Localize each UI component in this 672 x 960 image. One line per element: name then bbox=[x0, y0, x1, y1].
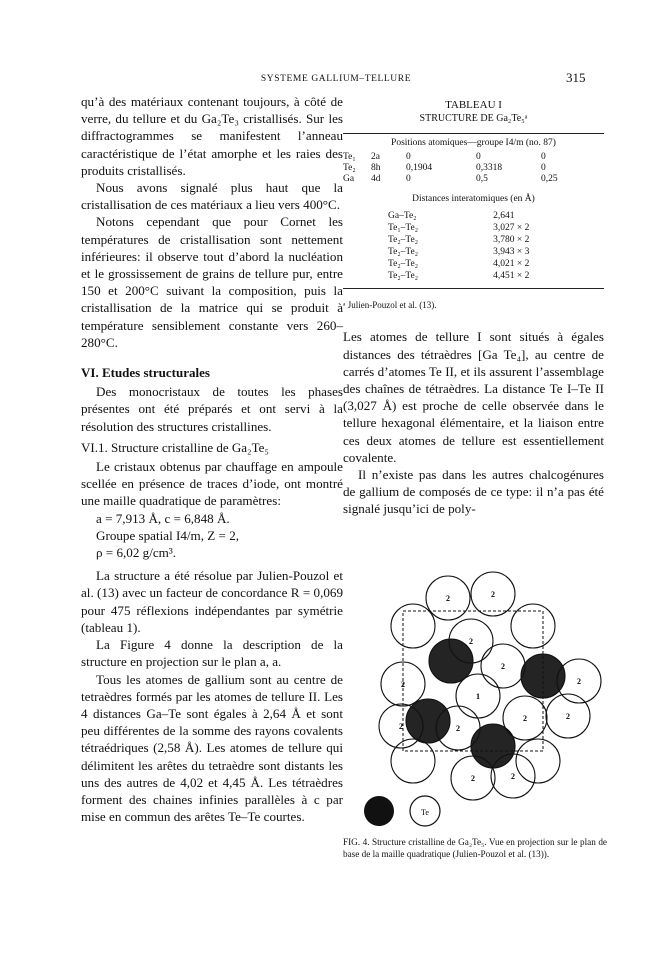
equation-line: Groupe spatial I4/m, Z = 2, bbox=[96, 527, 240, 543]
table-row bbox=[343, 152, 604, 163]
cell: Te₁–Te₂ bbox=[388, 223, 419, 234]
cell: Te₁ bbox=[343, 152, 356, 162]
cell: 0 bbox=[541, 163, 546, 173]
section-heading: VI. Etudes structurales bbox=[81, 365, 210, 381]
table-footnote: ᵃ Julien-Pouzol et al. (13). bbox=[343, 300, 437, 311]
paragraph: Les atomes de tellure I sont situés à égales distances des tétraèdres [Ga Te₄], au centre de carrés d’atomes Te II, et ils assurent l’assemblage des chaînes de tétraèdres. La distance Te I–Te II (3,027 Å) est proche de celle observée dans le tellure hexagonal élémentaire, et la liaison entre ces deux atomes de tellure est essentiellement covalente. bbox=[343, 329, 604, 465]
atom-label: 2 bbox=[469, 637, 473, 646]
table-title: TABLEAU I bbox=[445, 99, 502, 111]
subsection-heading: VI.1. Structure cristalline de Ga₂Te₅ bbox=[81, 439, 269, 455]
equation-line: ρ = 6,02 g/cm³. bbox=[96, 545, 177, 561]
atom-label: 2 bbox=[446, 594, 450, 603]
table-row bbox=[388, 222, 529, 234]
atom-label: 2 bbox=[523, 714, 527, 723]
te-atom bbox=[391, 739, 435, 783]
cell: Te₂–Te₂ bbox=[388, 235, 419, 246]
table-row bbox=[388, 234, 529, 246]
figure-caption: FIG. 4. Structure cristalline de Ga₂Te₅. Vue en projection sur le plan de base de la maille quadratique (Julien-Pouzol et al. (13)). bbox=[343, 837, 607, 859]
distances-title: Distances interatomiques (en Å) bbox=[412, 194, 535, 204]
paragraph: qu’à des matériaux contenant toujours, à côté de verre, du tellure et du Ga₂Te₃ cristallisés. Sur les diffractogrammes se manifestent l’anneau caractéristique de l’état amorphe et les raies des produits cristallisés. bbox=[81, 94, 343, 178]
left-column bbox=[81, 93, 343, 825]
table-rule bbox=[343, 133, 604, 134]
cell: 0,3318 bbox=[476, 163, 503, 173]
cell: 0 bbox=[541, 152, 546, 162]
table-row bbox=[343, 163, 604, 174]
cell: Te₂–Te₂ bbox=[388, 247, 419, 258]
cell: Te₂ bbox=[343, 163, 356, 173]
atom-label: 2 bbox=[566, 712, 570, 721]
cell: 4,451 × 2 bbox=[493, 271, 530, 282]
table-row bbox=[388, 210, 529, 222]
atom-label: 1 bbox=[476, 692, 480, 701]
paragraph: Le cristaux obtenus par chauffage en ampoule scellée en présence de traces d’iode, ont montré une maille quadratique de paramètres: bbox=[81, 459, 343, 509]
positions-title: Positions atomiques—groupe I4/m (no. 87) bbox=[391, 138, 556, 148]
right-column bbox=[343, 98, 604, 518]
cell: 0,25 bbox=[541, 174, 558, 184]
table-row bbox=[388, 258, 529, 270]
cell: 0,5 bbox=[476, 174, 488, 184]
positions-table bbox=[343, 152, 604, 185]
cell: 0 bbox=[476, 152, 481, 162]
equation-line: a = 7,913 Å, c = 6,848 Å. bbox=[96, 510, 230, 526]
ga-atom bbox=[429, 639, 473, 683]
paragraph: Tous les atomes de gallium sont au centre de tetraèdres formés par les atomes de tellure II. Les 4 distances Ga–Te sont égales à 2,64 Å et sont peu différentes de la somme des rayons covalents tétraédriques (2,58 Å). Les atomes de tellure qui délimitent les arêtes du tetraèdre sont distants les uns des autres de 4,02 et 4,45 Å. Les tétraèdres forment des chaines infinies parallèles à c par mise en commun des arêtes Te–Te courtes. bbox=[81, 671, 343, 825]
table-rule bbox=[343, 288, 604, 289]
atom-label: 2 bbox=[399, 722, 403, 731]
atoms-layer bbox=[379, 572, 601, 800]
atom-label: 2 bbox=[401, 680, 405, 689]
figure-4 bbox=[353, 566, 603, 836]
te-atom bbox=[511, 604, 555, 648]
table-row bbox=[388, 246, 529, 258]
cell: 2,641 bbox=[493, 211, 515, 222]
crystal-structure-diagram bbox=[353, 566, 603, 836]
atom-label: 2 bbox=[501, 662, 505, 671]
table-subtitle: STRUCTURE DE Ga₂Te₅ᵃ bbox=[419, 113, 528, 124]
cell: 3,780 × 2 bbox=[493, 235, 530, 246]
table-row bbox=[388, 270, 529, 282]
cell: Ga bbox=[343, 174, 355, 184]
cell: 3,943 × 3 bbox=[493, 247, 530, 258]
paragraph: La structure a été résolue par Julien-Pouzol et al. (13) avec un facteur de concordance R = 0,069 pour 475 réflexions indépendantes par symétrie (tableau 1). bbox=[81, 568, 343, 635]
table-row bbox=[343, 174, 604, 185]
cell: 0 bbox=[406, 152, 411, 162]
cell: 8h bbox=[371, 163, 381, 173]
paragraph: Des monocristaux de toutes les phases présentes ont été préparés et ont servi à la résolution des structures cristallines. bbox=[81, 384, 343, 434]
cell: 0 bbox=[406, 174, 411, 184]
atom-label: 2 bbox=[491, 590, 495, 599]
cell: Ga–Te₂ bbox=[388, 211, 417, 222]
ga-atom-legend bbox=[364, 796, 394, 826]
page-number: 315 bbox=[566, 70, 586, 85]
cell: 3,027 × 2 bbox=[493, 223, 530, 234]
cell: Te₂–Te₂ bbox=[388, 271, 419, 282]
atom-label: 2 bbox=[456, 724, 460, 733]
cell: 0,1904 bbox=[406, 163, 433, 173]
table-1 bbox=[343, 98, 604, 314]
cell: 4,021 × 2 bbox=[493, 259, 530, 270]
paragraph: Notons cependant que pour Cornet les températures de cristallisation sont nettement inférieures: il observe tout d’abord la nucléation et le grossissement de grains de tellure pur, entre 150 et 200°C suivant la composition, puis la cristallisation de la matrice qui se produit à température sensiblement constante vers 260–280°C. bbox=[81, 214, 343, 350]
paragraph: Il n’existe pas dans les autres chalcogénures de gallium de composés de ce type: il n’a pas été signalé jusqu’ici de poly- bbox=[343, 467, 604, 517]
cell: 2a bbox=[371, 152, 380, 162]
atom-label: 2 bbox=[471, 774, 475, 783]
legend bbox=[364, 796, 440, 826]
paragraph: La Figure 4 donne la description de la structure en projection sur le plan a, a. bbox=[81, 637, 343, 670]
header-title: SYSTEME GALLIUM–TELLURE bbox=[260, 74, 412, 84]
cell: 4d bbox=[371, 174, 381, 184]
te-atom bbox=[391, 604, 435, 648]
paragraph: Nous avons signalé plus haut que la cristallisation de ces matériaux a lieu vers 400°C. bbox=[81, 180, 343, 213]
distances-table bbox=[388, 210, 529, 282]
atom-label: 2 bbox=[511, 772, 515, 781]
te-legend-label: Te bbox=[421, 808, 429, 817]
atom-label: 2 bbox=[577, 677, 581, 686]
cell: Te₂–Te₂ bbox=[388, 259, 419, 270]
